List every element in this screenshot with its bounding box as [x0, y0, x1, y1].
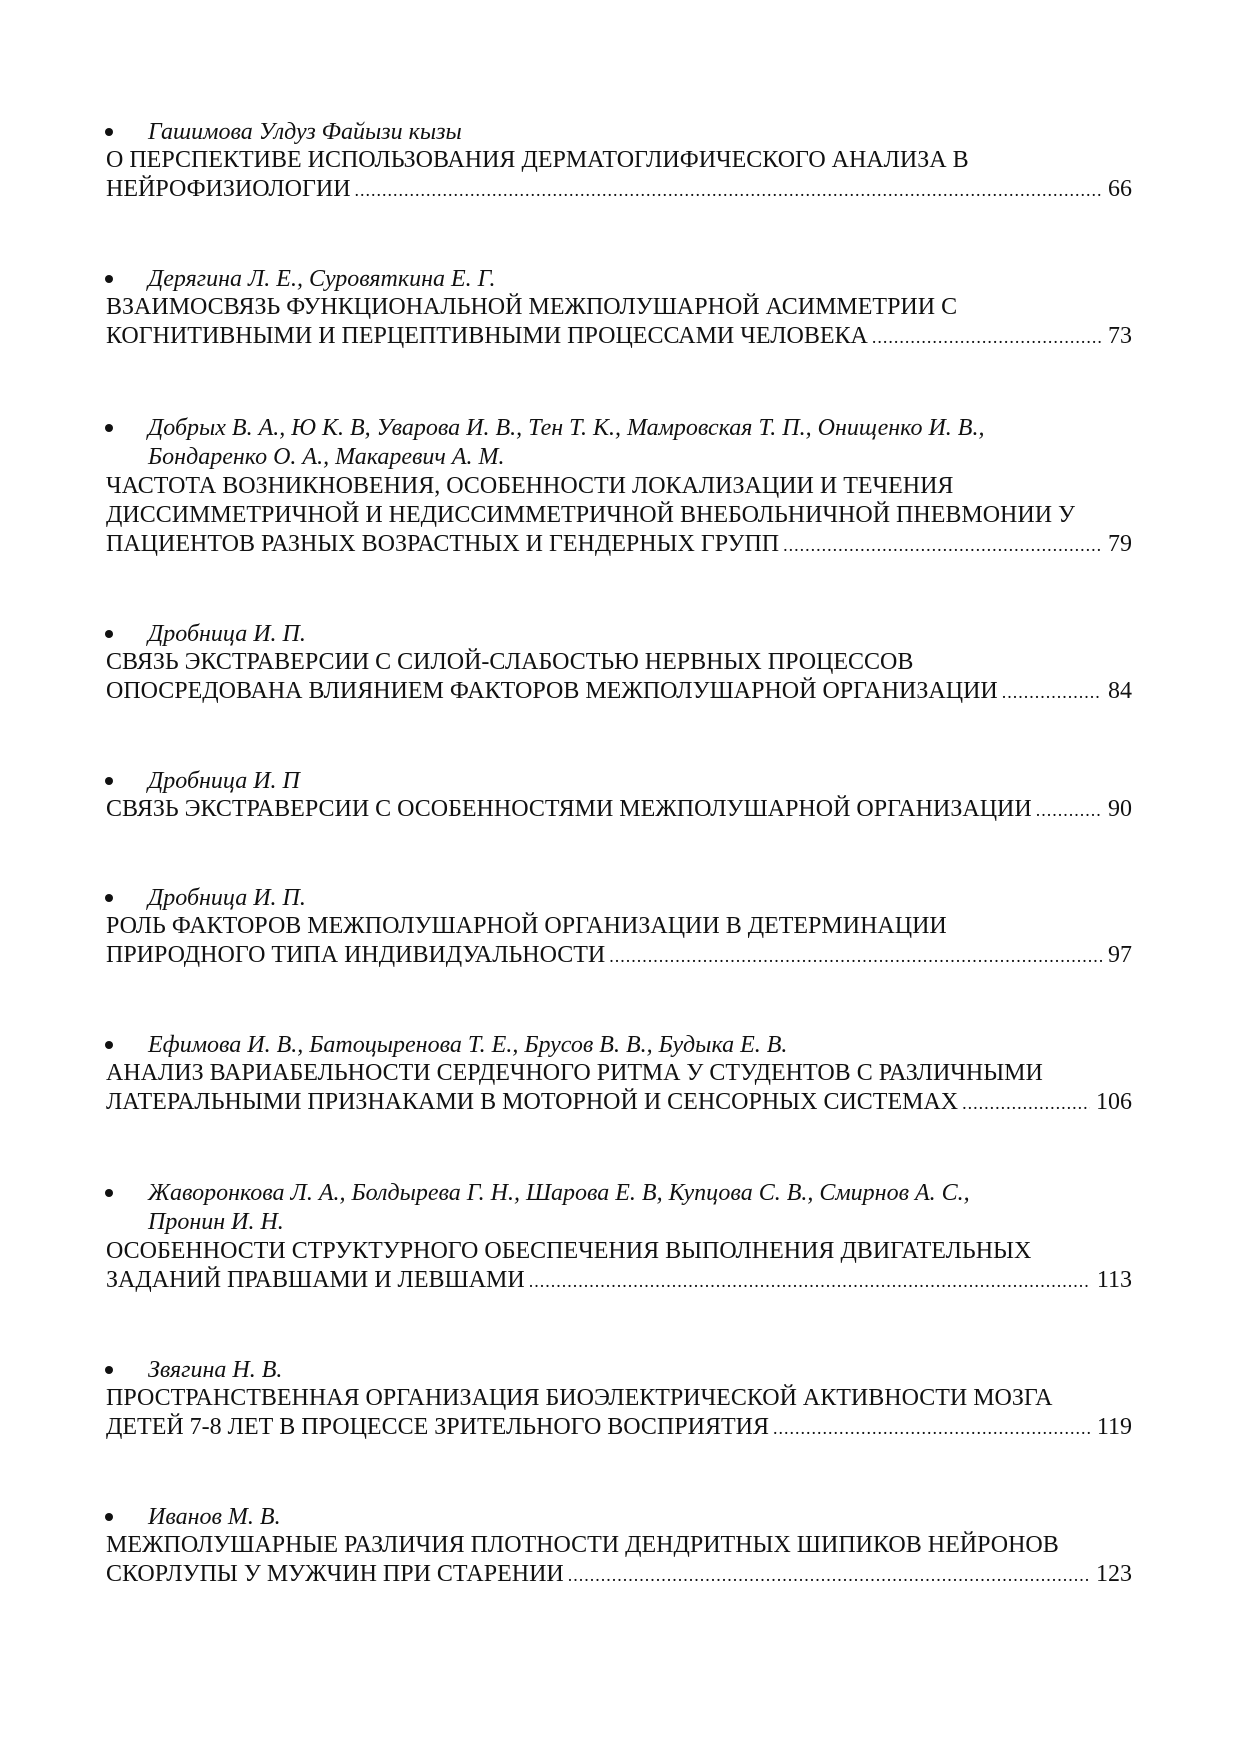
entry-title-line: ДИССИММЕТРИЧНОЙ И НЕДИССИММЕТРИЧНОЙ ВНЕБОЛЬНИЧНОЙ ПНЕВМОНИИ У	[106, 502, 1076, 528]
entry-title-last-line	[106, 1266, 1132, 1296]
entry-page-number: 66	[1108, 176, 1132, 202]
entry-title-last-line	[106, 677, 1132, 707]
entry-authors: Дерягина Л. Е., Суровяткина Е. Г.	[148, 266, 496, 292]
entry-title-line: ВЗАИМОСВЯЗЬ ФУНКЦИОНАЛЬНОЙ МЕЖПОЛУШАРНОЙ АСИММЕТРИИ С	[106, 294, 958, 320]
bullet-icon	[105, 1366, 113, 1374]
entry-title-last-line	[106, 530, 1132, 560]
entry-authors: Добрых В. А., Ю К. В, Уварова И. В., Тен Т. К., Мамровская Т. П., Онищенко И. В.,	[148, 415, 985, 441]
dot-leader	[609, 942, 1102, 971]
entry-title-line: ОСОБЕННОСТИ СТРУКТУРНОГО ОБЕСПЕЧЕНИЯ ВЫПОЛНЕНИЯ ДВИГАТЕЛЬНЫХ	[106, 1238, 1032, 1264]
entry-page-number: 84	[1108, 678, 1132, 704]
entry-title-last-line	[106, 1560, 1132, 1590]
entry-title-last-line	[106, 1413, 1132, 1443]
dot-leader	[1002, 678, 1102, 707]
entry-title-line: ПАЦИЕНТОВ РАЗНЫХ ВОЗРАСТНЫХ И ГЕНДЕРНЫХ ГРУПП	[106, 531, 780, 557]
entry-title-last-line	[106, 322, 1132, 352]
entry-authors: Гашимова Улдуз Файызи кызы	[148, 119, 462, 145]
entry-page-number: 123	[1096, 1561, 1132, 1587]
entry-title-line: ОПОСРЕДОВАНА ВЛИЯНИЕМ ФАКТОРОВ МЕЖПОЛУШАРНОЙ ОРГАНИЗАЦИИ	[106, 678, 998, 704]
dot-leader	[1036, 796, 1102, 825]
entry-authors: Звягина Н. В.	[148, 1357, 283, 1383]
entry-page-number: 79	[1108, 531, 1132, 557]
entry-title-line: ПРИРОДНОГО ТИПА ИНДИВИДУАЛЬНОСТИ	[106, 942, 606, 968]
entry-title-last-line	[106, 941, 1132, 971]
entry-title-line: ПРОСТРАНСТВЕННАЯ ОРГАНИЗАЦИЯ БИОЭЛЕКТРИЧЕСКОЙ АКТИВНОСТИ МОЗГА	[106, 1385, 1053, 1411]
entry-page-number: 73	[1108, 323, 1132, 349]
bullet-icon	[105, 894, 113, 902]
bullet-icon	[105, 275, 113, 283]
dot-leader	[568, 1561, 1090, 1590]
entry-authors: Дробница И. П.	[148, 885, 306, 911]
entry-page-number: 113	[1096, 1267, 1132, 1293]
entry-title-line: МЕЖПОЛУШАРНЫЕ РАЗЛИЧИЯ ПЛОТНОСТИ ДЕНДРИТНЫХ ШИПИКОВ НЕЙРОНОВ	[106, 1532, 1059, 1558]
bullet-icon	[105, 1513, 113, 1521]
entry-title-line: СВЯЗЬ ЭКСТРАВЕРСИИ С ОСОБЕННОСТЯМИ МЕЖПОЛУШАРНОЙ ОРГАНИЗАЦИИ	[106, 796, 1032, 822]
entry-authors: Бондаренко О. А., Макаревич А. М.	[148, 444, 505, 470]
entry-title-line: О ПЕРСПЕКТИВЕ ИСПОЛЬЗОВАНИЯ ДЕРМАТОГЛИФИЧЕСКОГО АНАЛИЗА В	[106, 147, 969, 173]
entry-authors: Ефимова И. В., Батоцыренова Т. Е., Брусов В. В., Будыка Е. В.	[148, 1032, 788, 1058]
entry-title-line: АНАЛИЗ ВАРИАБЕЛЬНОСТИ СЕРДЕЧНОГО РИТМА У СТУДЕНТОВ С РАЗЛИЧНЫМИ	[106, 1060, 1043, 1086]
bullet-icon	[105, 630, 113, 638]
entry-title-last-line	[106, 795, 1132, 825]
entry-title-line: КОГНИТИВНЫМИ И ПЕРЦЕПТИВНЫМИ ПРОЦЕССАМИ ЧЕЛОВЕКА	[106, 323, 868, 349]
entry-authors: Пронин И. Н.	[148, 1209, 284, 1235]
entry-authors: Дробница И. П	[148, 768, 300, 794]
bullet-icon	[105, 1189, 113, 1197]
dot-leader	[783, 531, 1102, 560]
dot-leader	[962, 1089, 1090, 1118]
entry-authors: Жаворонкова Л. А., Болдырева Г. Н., Шарова Е. В, Купцова С. В., Смирнов А. С.,	[148, 1180, 970, 1206]
entry-title-line: ДЕТЕЙ 7-8 ЛЕТ В ПРОЦЕССЕ ЗРИТЕЛЬНОГО ВОСПРИЯТИЯ	[106, 1414, 769, 1440]
bullet-icon	[105, 1041, 113, 1049]
entry-title-line: СВЯЗЬ ЭКСТРАВЕРСИИ С СИЛОЙ-СЛАБОСТЬЮ НЕРВНЫХ ПРОЦЕССОВ	[106, 649, 914, 675]
dot-leader	[529, 1267, 1091, 1296]
entry-page-number: 119	[1096, 1414, 1132, 1440]
entry-title-line: ЧАСТОТА ВОЗНИКНОВЕНИЯ, ОСОБЕННОСТИ ЛОКАЛИЗАЦИИ И ТЕЧЕНИЯ	[106, 473, 954, 499]
entry-title-line: НЕЙРОФИЗИОЛОГИИ	[106, 176, 351, 202]
bullet-icon	[105, 777, 113, 785]
dot-leader	[355, 176, 1102, 205]
entry-title-last-line	[106, 1088, 1132, 1118]
entry-title-line: РОЛЬ ФАКТОРОВ МЕЖПОЛУШАРНОЙ ОРГАНИЗАЦИИ В ДЕТЕРМИНАЦИИ	[106, 913, 947, 939]
entry-title-line: ЛАТЕРАЛЬНЫМИ ПРИЗНАКАМИ В МОТОРНОЙ И СЕНСОРНЫХ СИСТЕМАХ	[106, 1089, 959, 1115]
entry-authors: Иванов М. В.	[148, 1504, 281, 1530]
entry-page-number: 97	[1108, 942, 1132, 968]
entry-title-last-line	[106, 175, 1132, 205]
entry-title-line: СКОРЛУПЫ У МУЖЧИН ПРИ СТАРЕНИИ	[106, 1561, 564, 1587]
entry-title-line: ЗАДАНИЙ ПРАВШАМИ И ЛЕВШАМИ	[106, 1267, 525, 1293]
entry-page-number: 90	[1108, 796, 1132, 822]
dot-leader	[773, 1414, 1091, 1443]
entry-authors: Дробница И. П.	[148, 621, 306, 647]
entry-page-number: 106	[1096, 1089, 1132, 1115]
bullet-icon	[105, 128, 113, 136]
dot-leader	[872, 323, 1102, 352]
bullet-icon	[105, 424, 113, 432]
